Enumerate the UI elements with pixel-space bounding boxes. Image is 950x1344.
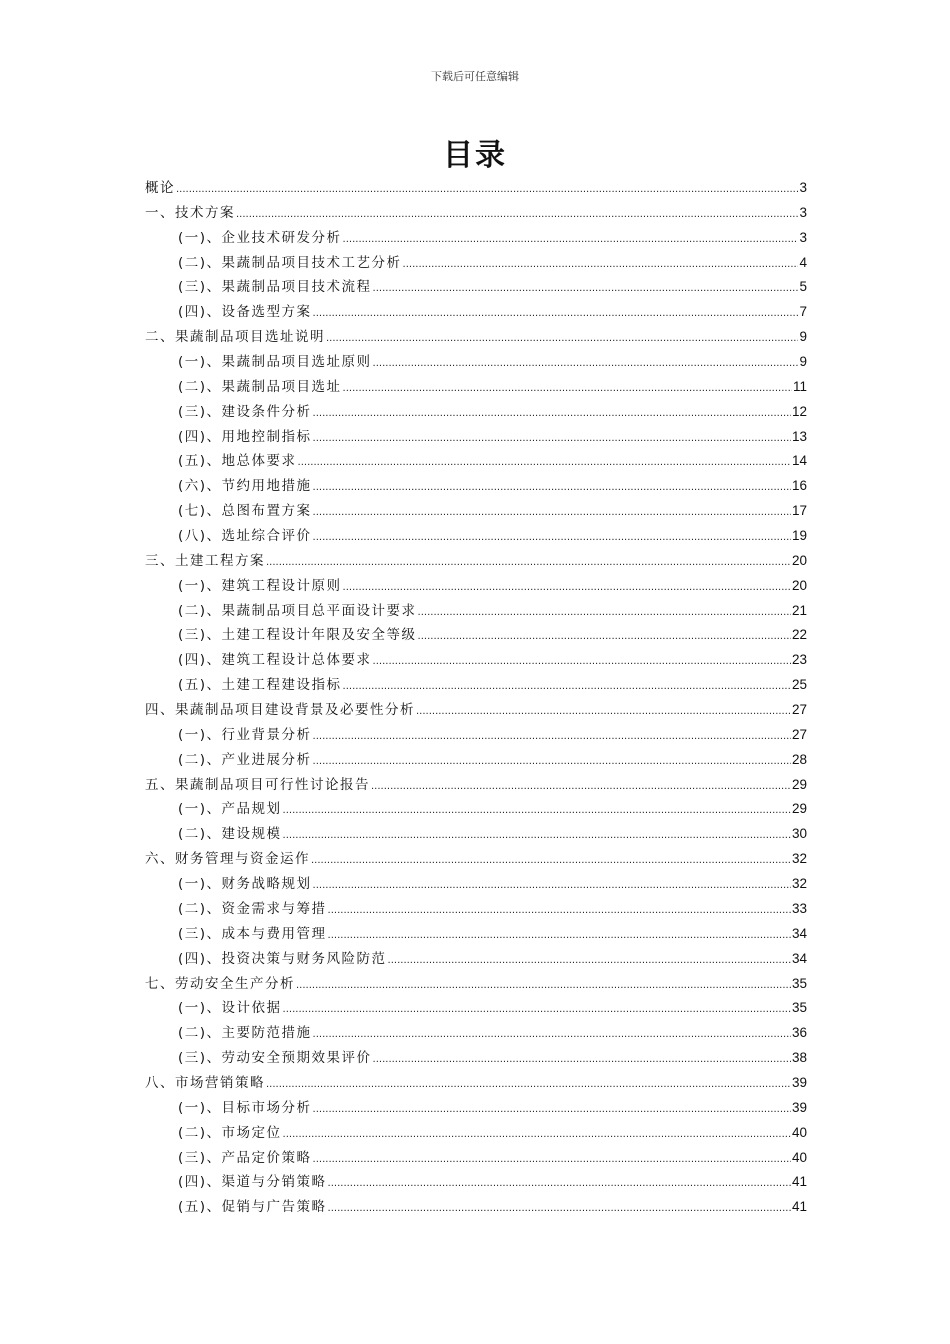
toc-entry[interactable] [145, 822, 807, 847]
toc-dot-leader [311, 849, 791, 874]
toc-dot-leader [373, 1048, 791, 1073]
toc-entry-label: (三)、建设条件分析 [178, 403, 312, 420]
toc-entry-page: 16 [791, 478, 807, 494]
toc-entry-label: (一)、行业背景分析 [178, 726, 312, 743]
toc-entry[interactable] [145, 648, 807, 673]
toc-entry-page: 35 [791, 975, 807, 991]
toc-entry-label: (四)、建筑工程设计总体要求 [178, 652, 372, 669]
toc-dot-leader [328, 924, 791, 949]
toc-dot-leader [313, 501, 791, 526]
toc-entry-page: 40 [791, 1124, 807, 1140]
toc-entry[interactable] [145, 922, 807, 947]
toc-entry-page: 23 [791, 652, 807, 668]
toc-entry[interactable] [145, 1170, 807, 1195]
toc-entry-page: 19 [791, 528, 807, 544]
toc-entry[interactable] [145, 400, 807, 425]
toc-entry-label: 概论 [145, 180, 175, 196]
header-note: 下载后可任意编辑 [431, 70, 519, 83]
toc-entry-label: (五)、土建工程建设指标 [178, 677, 342, 694]
toc-dot-leader [313, 427, 791, 452]
toc-entry-page: 12 [791, 403, 807, 419]
toc-entry-page: 3 [799, 180, 807, 195]
table-of-contents [145, 176, 807, 1220]
toc-entry[interactable] [145, 1021, 807, 1046]
toc-dot-leader [313, 1098, 791, 1123]
toc-entry[interactable] [145, 1071, 807, 1096]
toc-entry[interactable] [145, 1195, 807, 1220]
toc-entry-label: (二)、产业进展分析 [178, 751, 312, 768]
toc-entry-label: (二)、建设规模 [178, 826, 282, 843]
toc-entry-page: 41 [791, 1174, 807, 1190]
toc-entry-label: (一)、目标市场分析 [178, 1099, 312, 1116]
toc-dot-leader [418, 601, 791, 626]
toc-dot-leader [266, 1073, 791, 1098]
toc-entry-label: (四)、设备选型方案 [178, 304, 312, 321]
toc-entry-label: (七)、总图布置方案 [178, 503, 312, 520]
toc-dot-leader [371, 775, 791, 800]
toc-dot-leader [313, 750, 791, 775]
toc-entry[interactable] [145, 375, 807, 400]
toc-entry[interactable] [145, 524, 807, 549]
toc-entry-page: 29 [791, 776, 807, 792]
toc-entry-label: (四)、渠道与分销策略 [178, 1174, 327, 1191]
toc-entry[interactable] [145, 275, 807, 300]
toc-dot-leader [373, 277, 799, 302]
toc-entry-label: (八)、选址综合评价 [178, 528, 312, 545]
toc-entry-page: 4 [799, 254, 807, 270]
toc-entry-page: 35 [791, 1000, 807, 1016]
toc-entry[interactable] [145, 350, 807, 375]
toc-entry-label: (四)、用地控制指标 [178, 428, 312, 445]
toc-entry-label: (二)、资金需求与筹措 [178, 900, 327, 917]
toc-entry-label: (五)、地总体要求 [178, 453, 297, 470]
toc-dot-leader [313, 526, 791, 551]
toc-dot-leader [388, 949, 791, 974]
toc-entry-label: 六、财务管理与资金运作 [145, 851, 310, 868]
toc-dot-leader [313, 1023, 791, 1048]
toc-entry-label: (五)、促销与广告策略 [178, 1199, 327, 1216]
toc-entry-label: (三)、土建工程设计年限及安全等级 [178, 627, 417, 644]
toc-dot-leader [313, 302, 799, 327]
toc-dot-leader [343, 675, 791, 700]
toc-entry-label: 四、果蔬制品项目建设背景及必要性分析 [145, 702, 415, 719]
toc-entry[interactable] [145, 474, 807, 499]
toc-entry-label: 二、果蔬制品项目选址说明 [145, 329, 325, 346]
toc-entry[interactable] [145, 201, 807, 226]
toc-entry-label: (四)、投资决策与财务风险防范 [178, 950, 387, 967]
toc-entry-page: 13 [791, 428, 807, 444]
toc-entry-label: (一)、建筑工程设计原则 [178, 577, 342, 594]
toc-entry[interactable] [145, 226, 807, 251]
toc-entry[interactable] [145, 1146, 807, 1171]
toc-entry-page: 14 [791, 453, 807, 469]
toc-entry-page: 39 [791, 1099, 807, 1115]
toc-dot-leader [373, 352, 799, 377]
page-title: 目录 [443, 138, 507, 173]
toc-dot-leader [298, 451, 791, 476]
toc-entry[interactable] [145, 972, 807, 997]
toc-entry-page: 9 [799, 329, 807, 345]
toc-entry-label: (三)、成本与费用管理 [178, 925, 327, 942]
toc-entry-label: (二)、果蔬制品项目选址 [178, 378, 342, 395]
toc-entry[interactable] [145, 723, 807, 748]
toc-dot-leader [328, 1172, 791, 1197]
toc-entry[interactable] [145, 872, 807, 897]
toc-dot-leader [328, 899, 791, 924]
toc-entry-page: 39 [791, 1074, 807, 1090]
toc-entry[interactable] [145, 449, 807, 474]
toc-dot-leader [343, 228, 799, 253]
toc-entry-page: 32 [791, 851, 807, 867]
toc-entry-page: 36 [791, 1025, 807, 1041]
toc-entry-page: 34 [791, 925, 807, 941]
toc-entry[interactable] [145, 599, 807, 624]
toc-entry-page: 32 [791, 876, 807, 892]
toc-entry[interactable] [145, 847, 807, 872]
toc-dot-leader [283, 799, 791, 824]
toc-entry[interactable] [145, 549, 807, 574]
toc-entry[interactable] [145, 1096, 807, 1121]
toc-entry-label: (六)、节约用地措施 [178, 478, 312, 495]
toc-entry-label: (一)、设计依据 [178, 1000, 282, 1017]
toc-dot-leader [283, 998, 791, 1023]
toc-dot-leader [313, 874, 791, 899]
toc-entry[interactable] [145, 947, 807, 972]
toc-entry-page: 40 [791, 1149, 807, 1165]
toc-entry-label: (二)、果蔬制品项目技术工艺分析 [178, 254, 402, 271]
toc-entry-page: 28 [791, 751, 807, 767]
toc-entry[interactable] [145, 499, 807, 524]
toc-dot-leader [403, 253, 799, 278]
toc-entry[interactable] [145, 996, 807, 1021]
toc-entry-label: (二)、主要防范措施 [178, 1025, 312, 1042]
toc-entry-page: 27 [791, 726, 807, 742]
toc-entry-page: 27 [791, 702, 807, 718]
toc-entry[interactable] [145, 673, 807, 698]
toc-dot-leader [296, 974, 791, 999]
toc-entry[interactable] [145, 300, 807, 325]
toc-entry-label: 五、果蔬制品项目可行性讨论报告 [145, 776, 370, 793]
toc-entry-page: 11 [792, 378, 807, 394]
toc-entry-page: 9 [799, 354, 807, 370]
toc-dot-leader [313, 476, 791, 501]
toc-entry[interactable] [145, 251, 807, 276]
toc-dot-leader [236, 203, 798, 228]
toc-entry-label: 一、技术方案 [145, 204, 235, 221]
toc-entry-page: 20 [791, 552, 807, 568]
toc-dot-leader [176, 178, 798, 203]
toc-entry[interactable] [145, 1046, 807, 1071]
toc-entry[interactable] [145, 425, 807, 450]
toc-dot-leader [313, 1148, 791, 1173]
toc-entry-page: 20 [791, 577, 807, 593]
toc-entry-page: 22 [791, 627, 807, 643]
toc-entry[interactable] [145, 176, 807, 201]
toc-dot-leader [283, 1123, 791, 1148]
toc-entry-page: 17 [791, 503, 807, 519]
toc-entry-label: 八、市场营销策略 [145, 1074, 265, 1091]
toc-entry-label: (二)、市场定位 [178, 1124, 282, 1141]
toc-entry-page: 41 [791, 1199, 807, 1215]
toc-entry[interactable] [145, 325, 807, 350]
toc-entry[interactable] [145, 623, 807, 648]
toc-entry-label: 七、劳动安全生产分析 [145, 975, 295, 992]
toc-entry-page: 25 [791, 677, 807, 693]
toc-dot-leader [343, 377, 792, 402]
toc-dot-leader [313, 402, 791, 427]
toc-dot-leader [326, 327, 798, 352]
toc-entry[interactable] [145, 748, 807, 773]
toc-entry-label: 三、土建工程方案 [145, 552, 265, 569]
toc-entry-label: (三)、产品定价策略 [178, 1149, 312, 1166]
toc-entry-label: (三)、劳动安全预期效果评价 [178, 1050, 372, 1067]
toc-entry-page: 21 [791, 602, 807, 618]
toc-entry-page: 38 [791, 1050, 807, 1066]
toc-entry[interactable] [145, 698, 807, 723]
toc-entry-label: (一)、产品规划 [178, 801, 282, 818]
toc-entry-page: 29 [791, 801, 807, 817]
toc-dot-leader [283, 824, 791, 849]
toc-entry-page: 34 [791, 950, 807, 966]
toc-entry-page: 5 [799, 279, 807, 295]
toc-entry[interactable] [145, 1121, 807, 1146]
toc-dot-leader [373, 650, 791, 675]
toc-entry[interactable] [145, 574, 807, 599]
toc-entry-page: 7 [799, 304, 807, 320]
toc-entry-page: 33 [791, 900, 807, 916]
toc-entry-label: (三)、果蔬制品项目技术流程 [178, 279, 372, 296]
toc-dot-leader [418, 625, 791, 650]
toc-entry-label: (一)、企业技术研发分析 [178, 229, 342, 246]
toc-dot-leader [328, 1197, 791, 1222]
toc-entry-page: 30 [791, 826, 807, 842]
toc-entry[interactable] [145, 773, 807, 798]
toc-entry-page: 3 [799, 229, 807, 245]
toc-entry-label: (一)、财务战略规划 [178, 876, 312, 893]
toc-dot-leader [266, 551, 791, 576]
toc-entry-label: (二)、果蔬制品项目总平面设计要求 [178, 602, 417, 619]
toc-entry[interactable] [145, 897, 807, 922]
toc-entry[interactable] [145, 797, 807, 822]
toc-dot-leader [313, 725, 791, 750]
toc-entry-label: (一)、果蔬制品项目选址原则 [178, 354, 372, 371]
toc-entry-page: 3 [799, 204, 807, 220]
toc-dot-leader [416, 700, 791, 725]
toc-dot-leader [343, 576, 791, 601]
